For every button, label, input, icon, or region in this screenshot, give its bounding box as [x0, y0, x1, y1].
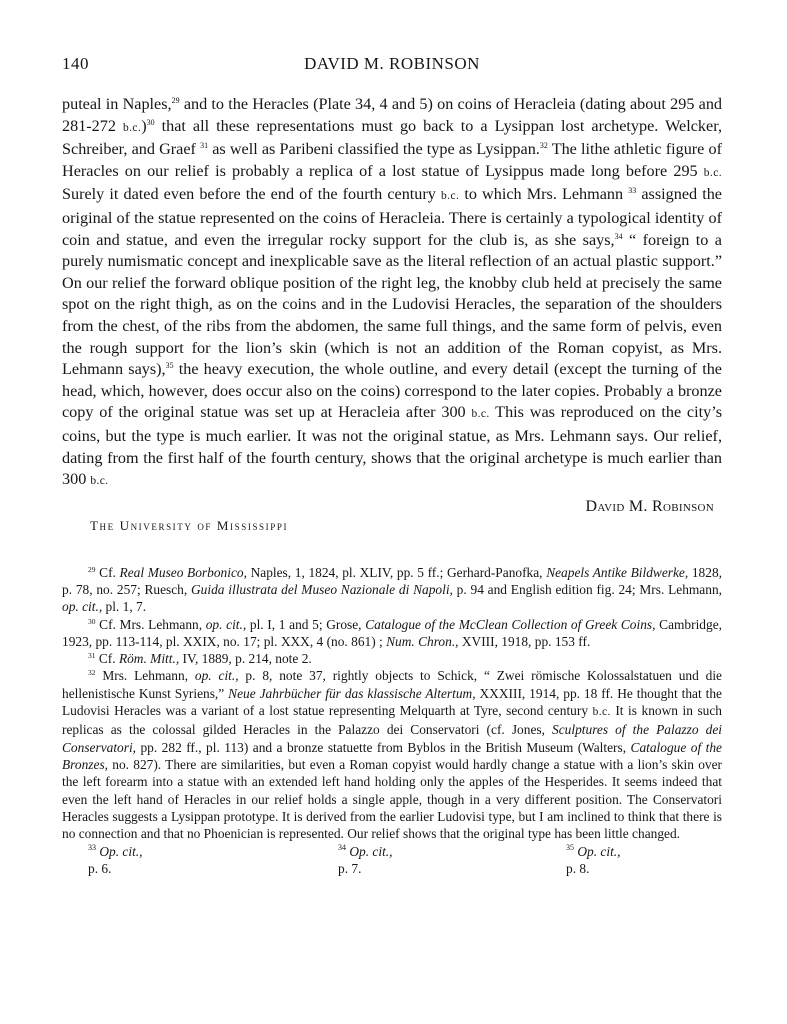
text-run: Cf.: [95, 651, 119, 667]
footnote-32: [62, 667, 722, 842]
footnote-ref-31[interactable]: 31: [200, 141, 209, 151]
era-abbreviation: b.c.: [592, 706, 611, 719]
footnote-34: [338, 843, 566, 877]
page: [62, 54, 722, 877]
citation-title: op. cit.,: [62, 599, 103, 615]
text-run: p. 94 and English edition fig. 24; Mrs. Lehmann,: [452, 581, 722, 597]
text-run: no. 827). There are similarities, but even a Roman copyist would hardly change a statue with a lion’s skin over the left forearm into a statue with an extended left hand holding only the apples of the Hesperides. It seems indeed that even the left hand of Heracles in our relief holds a single apple, though in a very different position. The Conservatori Heracles suggests a Lysippan prototype. It is derived from the earlier Ludovisi type, but I am inclined to think that there is no connection and that no Phoenician is represented. Our relief shows that the original type has been little changed.: [62, 756, 722, 842]
text-run: Cf. Mrs. Lehmann,: [95, 616, 206, 632]
text-run: ): [141, 116, 147, 135]
text-run: 1828, p. 78, no. 257; Ruesch,: [62, 564, 722, 597]
text-run: IV, 1889, p. 214, note 2.: [179, 651, 312, 667]
citation-title: Neapels Antike Bildwerke,: [546, 564, 689, 580]
text-run: pl. 1, 7.: [102, 599, 147, 615]
text-run: It is known in such replicas as the colossal gilded Heracles in the Palazzo dei Conservatori (cf. Jones,: [62, 703, 722, 738]
citation-title: Real Museo Borbonico,: [119, 564, 247, 580]
footnote-29: [62, 564, 722, 616]
footnote-35: [566, 843, 722, 877]
citation-title: op. cit.,: [205, 616, 247, 632]
citation-title: Neue Jahrbücher für das klassische Altertum,: [228, 685, 476, 701]
text-run: Cf.: [95, 564, 120, 580]
footnote-31: [62, 650, 722, 667]
era-abbreviation: b.c.: [122, 121, 142, 134]
citation-title: Röm. Mitt.,: [118, 651, 180, 667]
text-run: This was reproduced on the city’s coins, but the type is much earlier. It was not the original statue, as Mrs. Lehmann says. Our relief, dating from the first half of the fourth century, shows that the original archetype is much earlier than 300: [62, 403, 722, 489]
text-run: XXXIII, 1914, pp. 18 ff. He thought that the Ludovisi Heracles was a variant of a lost statue representing Melquarth at Tyre, second century: [62, 685, 722, 719]
citation-title: Op. cit.,: [99, 844, 143, 860]
text-run: The lithe athletic figure of Heracles on our relief is probably a replica of a lost statue of Lysippus made long before 295: [62, 140, 722, 180]
footnote-ref-35[interactable]: 35: [165, 361, 174, 371]
footnote-ref-33[interactable]: 33: [628, 186, 637, 196]
footnote-number: 29: [88, 564, 96, 574]
running-head: DAVID M. ROBINSON: [304, 54, 480, 73]
text-run: XVIII, 1918, pp. 153 ff.: [458, 633, 591, 649]
body-text: [62, 94, 722, 493]
text-run: the heavy execution, the whole outline, and every detail (except the turning of the head, which, however, does occur also on the coins) correspond to the later copies. Probably a bronze copy of the original statue was set up at Heracleia after 300: [62, 360, 722, 422]
text-run: puteal in Naples,: [62, 95, 172, 113]
era-abbreviation: b.c.: [90, 475, 109, 488]
footnote-number: 31: [88, 651, 96, 661]
text-run: Cambridge, 1923, pp. 113-114, pl. XXIX, no. 17; pl. XXX, 4 (no. 861) ;: [62, 616, 722, 649]
text-run: p. 7.: [338, 861, 362, 877]
text-run: p. 8, note 37, rightly objects to Schick, “ Zwei römische Kolossalstatuen und die hellenistische Kunst Syriens,”: [62, 668, 722, 701]
citation-title: Catalogue of the McClean Collection of Greek Coins,: [365, 616, 656, 632]
citation-title: op. cit.,: [194, 668, 239, 684]
footnote-number: 32: [88, 668, 96, 678]
footnote-ref-29[interactable]: 29: [171, 96, 180, 105]
citation-title: Sculptures of the Palazzo dei Conservatori,: [62, 722, 722, 755]
text-run: “ foreign to a purely numismatic concept and inexplicable save as the literal reflection of an actual plastic support.” On our relief the forward oblique position of the right leg, the knobby club held at precisely the same spot on the right thigh, as on the coins and in the Ludovisi Heracles, the separation of the shoulders from the chest, of the ribs from the abdomen, the same full things, and the same form of pelvis, even the rough support for the lion’s skin (which is not an addition of the Roman copyist, as Mrs. Lehmann says),: [62, 230, 722, 379]
era-abbreviation: b.c.: [441, 190, 460, 203]
text-run: as well as Paribeni classified the type as Lysippan.: [208, 140, 540, 159]
footnote-30: [62, 616, 722, 651]
footnote-ref-30[interactable]: 30: [146, 117, 155, 127]
text-run: Naples, 1, 1824, pl. XLIV, pp. 5 ff.; Gerhard-Panofka,: [246, 564, 547, 580]
text-run: and to the Heracles (Plate 34, 4 and 5) on coins of Heracleia (dating about 295 and 281-272: [62, 95, 723, 135]
era-abbreviation: b.c.: [703, 166, 722, 179]
citation-title: Catalogue of the Bronzes,: [62, 739, 722, 772]
footnote-33: [62, 843, 338, 877]
author-signature: David M. Robinson: [585, 497, 714, 515]
citation-title: Num. Chron.,: [386, 633, 459, 649]
text-run: pl. I, 1 and 5; Grose,: [246, 616, 366, 632]
text-run: Mrs. Lehmann,: [95, 668, 195, 684]
text-run: p. 6.: [88, 861, 112, 877]
footnote-row: [62, 843, 722, 877]
text-run: that all these representations must go back to a Lysippan lost archetype. Welcker, Schreiber, and Graef: [62, 116, 722, 159]
text-run: pp. 282 ff., pl. 113) and a bronze statuette from Byblos in the British Museum (Walters,: [136, 739, 631, 755]
text-run: p. 8.: [566, 861, 590, 877]
era-abbreviation: b.c.: [471, 408, 490, 421]
citation-title: Op. cit.,: [349, 844, 393, 860]
page-number: 140: [62, 54, 89, 73]
citation-title: Op. cit.,: [577, 844, 621, 860]
footnote-number: 33: [88, 843, 96, 853]
page-header: [62, 54, 722, 80]
body-paragraph: [62, 94, 722, 493]
citation-title: Guida illustrata del Museo Nazionale di Napoli,: [191, 581, 453, 597]
footnote-number: 30: [88, 616, 96, 626]
footnote-ref-32[interactable]: 32: [539, 141, 548, 151]
footnote-number: 35: [566, 843, 574, 853]
footnote-ref-34[interactable]: 34: [614, 231, 623, 241]
text-run: Surely it dated even before the end of the fourth century: [62, 185, 442, 204]
text-run: to which Mrs. Lehmann: [459, 185, 629, 204]
text-run: assigned the original of the statue represented on the coins of Heracleia. There is certainly a typological identity of coin and statue, and even the irregular rocky support for the club is, as she says,: [62, 185, 722, 249]
author-institution: The University of Mississippi: [90, 517, 289, 533]
footnote-number: 34: [338, 843, 346, 853]
footnotes: [62, 564, 722, 878]
